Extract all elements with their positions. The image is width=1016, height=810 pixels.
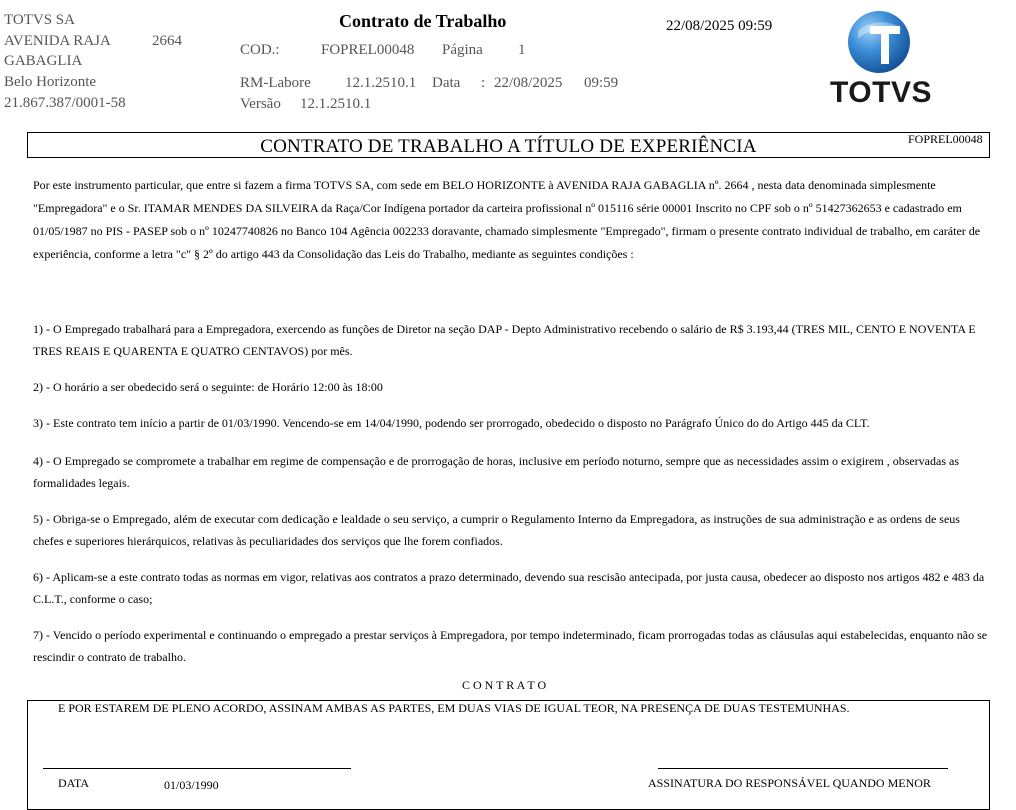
version-label: Versão bbox=[240, 96, 281, 112]
date-label: Data bbox=[432, 75, 461, 91]
clause-4: 4) - O Empregado se compromete a trabalhar em regime de compensação e de prorrogação de horas, inclusive em período noturno, sempre que as necessidades assim o exigirem , observadas as formalidades legais. bbox=[33, 454, 959, 490]
totvs-logo-text: TOTVS bbox=[830, 76, 932, 109]
version-value: 12.1.2510.1 bbox=[300, 96, 372, 112]
clause-5: 5) - Obriga-se o Empregado, além de executar com dedicação e lealdade o seu serviço, a cumprir o Regulamento Interno da Empregadora, as instruções de sua administração e as ordens de seus chefes e superiores hierárquicos, relativas às peculiaridades dos serviços que lhe forem confiados. bbox=[33, 512, 960, 548]
signature-box bbox=[27, 700, 990, 810]
totvs-logo-mark bbox=[846, 9, 912, 75]
clause-6: 6) - Aplicam-se a este contrato todas as normas em vigor, relativas aos contratos a prazo determinado, devendo sua rescisão antecipada, por justa causa, obedecer ao disposto nos artigos 482 e 483 da C.L.T., conforme o caso; bbox=[33, 570, 985, 606]
company-name: TOTVS SA bbox=[4, 12, 75, 28]
document-code: FOPREL00048 bbox=[908, 132, 983, 146]
responsible-signature-line bbox=[658, 768, 948, 769]
company-city: Belo Horizonte bbox=[4, 74, 97, 90]
date-signature-line bbox=[43, 768, 351, 769]
clause-3: 3) - Este contrato tem início a partir de 01/03/1990. Vencendo-se em 14/04/1990, podendo ser prorrogado, obedecido o disposto no Parágrafo Único do do Artigo 445 da CLT. bbox=[33, 416, 870, 430]
date-separator: : bbox=[481, 75, 486, 91]
totvs-globe-icon bbox=[846, 9, 912, 75]
company-number: 2664 bbox=[152, 33, 182, 49]
intro-paragraph: Por este instrumento particular, que entre si fazem a firma TOTVS SA, com sede em BELO HORIZONTE à AVENIDA RAJA GABAGLIA nº. 2664 , nesta data denominada simplesmente "Empregadora" e o Sr. ITAMAR MENDES DA SILVEIRA da Raça/Cor Indígena portador da carteira profissional nº 015116 série 00001 Inscrito no CPF sob o nº 51427362653 e cadastrado em 01/05/1987 no PIS - PASEP sob o nº 10247740826 no Banco 104 Agência 002233 doravante, chamado simplesmente "Empregado", firmam o presente contrato individual de trabalho, em caráter de experiência, conforme a letra "c" § 2º do artigo 443 da Consolidação das Leis do Trabalho, mediante as seguintes condições : bbox=[33, 178, 981, 261]
company-street2: GABAGLIA bbox=[4, 53, 83, 69]
contract-section-label: C O N T R A T O bbox=[462, 678, 547, 692]
cod-value: FOPREL00048 bbox=[321, 42, 415, 58]
page-value: 1 bbox=[518, 42, 526, 58]
clause-2: 2) - O horário a ser obedecido será o seguinte: de Horário 12:00 às 18:00 bbox=[33, 380, 383, 394]
clause-1: 1) - O Empregado trabalhará para a Empregadora, exercendo as funções de Diretor na seção DAP - Depto Administrativo recebendo o salário de R$ 3.193,44 (TRES MIL, CENTO E NOVENTA E TRES REAIS E QUARENTA E QUATRO CENTAVOS) por mês. bbox=[33, 322, 976, 358]
clause-7: 7) - Vencido o período experimental e continuando o empregado a prestar serviços à Empregadora, por tempo indeterminado, ficam prorrogadas todas as cláusulas aqui estabelecidas, enquanto não se rescindir o contrato de trabalho. bbox=[33, 628, 988, 664]
system-version: 12.1.2510.1 bbox=[345, 75, 417, 91]
date-value: 22/08/2025 bbox=[494, 75, 563, 91]
cod-label: COD.: bbox=[240, 42, 280, 58]
signature-date-value: 01/03/1990 bbox=[164, 778, 219, 792]
responsible-signature-label: ASSINATURA DO RESPONSÁVEL QUANDO MENOR bbox=[648, 776, 931, 790]
time-value: 09:59 bbox=[584, 75, 619, 91]
document-heading: CONTRATO DE TRABALHO A TÍTULO DE EXPERIÊNCIA bbox=[260, 136, 757, 157]
signature-date-label: DATA bbox=[58, 776, 90, 790]
document-heading-box bbox=[27, 132, 990, 158]
page-label: Página bbox=[442, 42, 483, 58]
printed-at: 22/08/2025 09:59 bbox=[666, 18, 773, 34]
company-street: AVENIDA RAJA bbox=[4, 33, 111, 49]
report-title: Contrato de Trabalho bbox=[339, 11, 507, 31]
system-name: RM-Labore bbox=[240, 75, 311, 91]
company-cnpj: 21.867.387/0001-58 bbox=[4, 95, 126, 111]
agreement-text: E POR ESTAREM DE PLENO ACORDO, ASSINAM AMBAS AS PARTES, EM DUAS VIAS DE IGUAL TEOR, NA PRESENÇA DE DUAS TESTEMUNHAS. bbox=[58, 701, 850, 715]
